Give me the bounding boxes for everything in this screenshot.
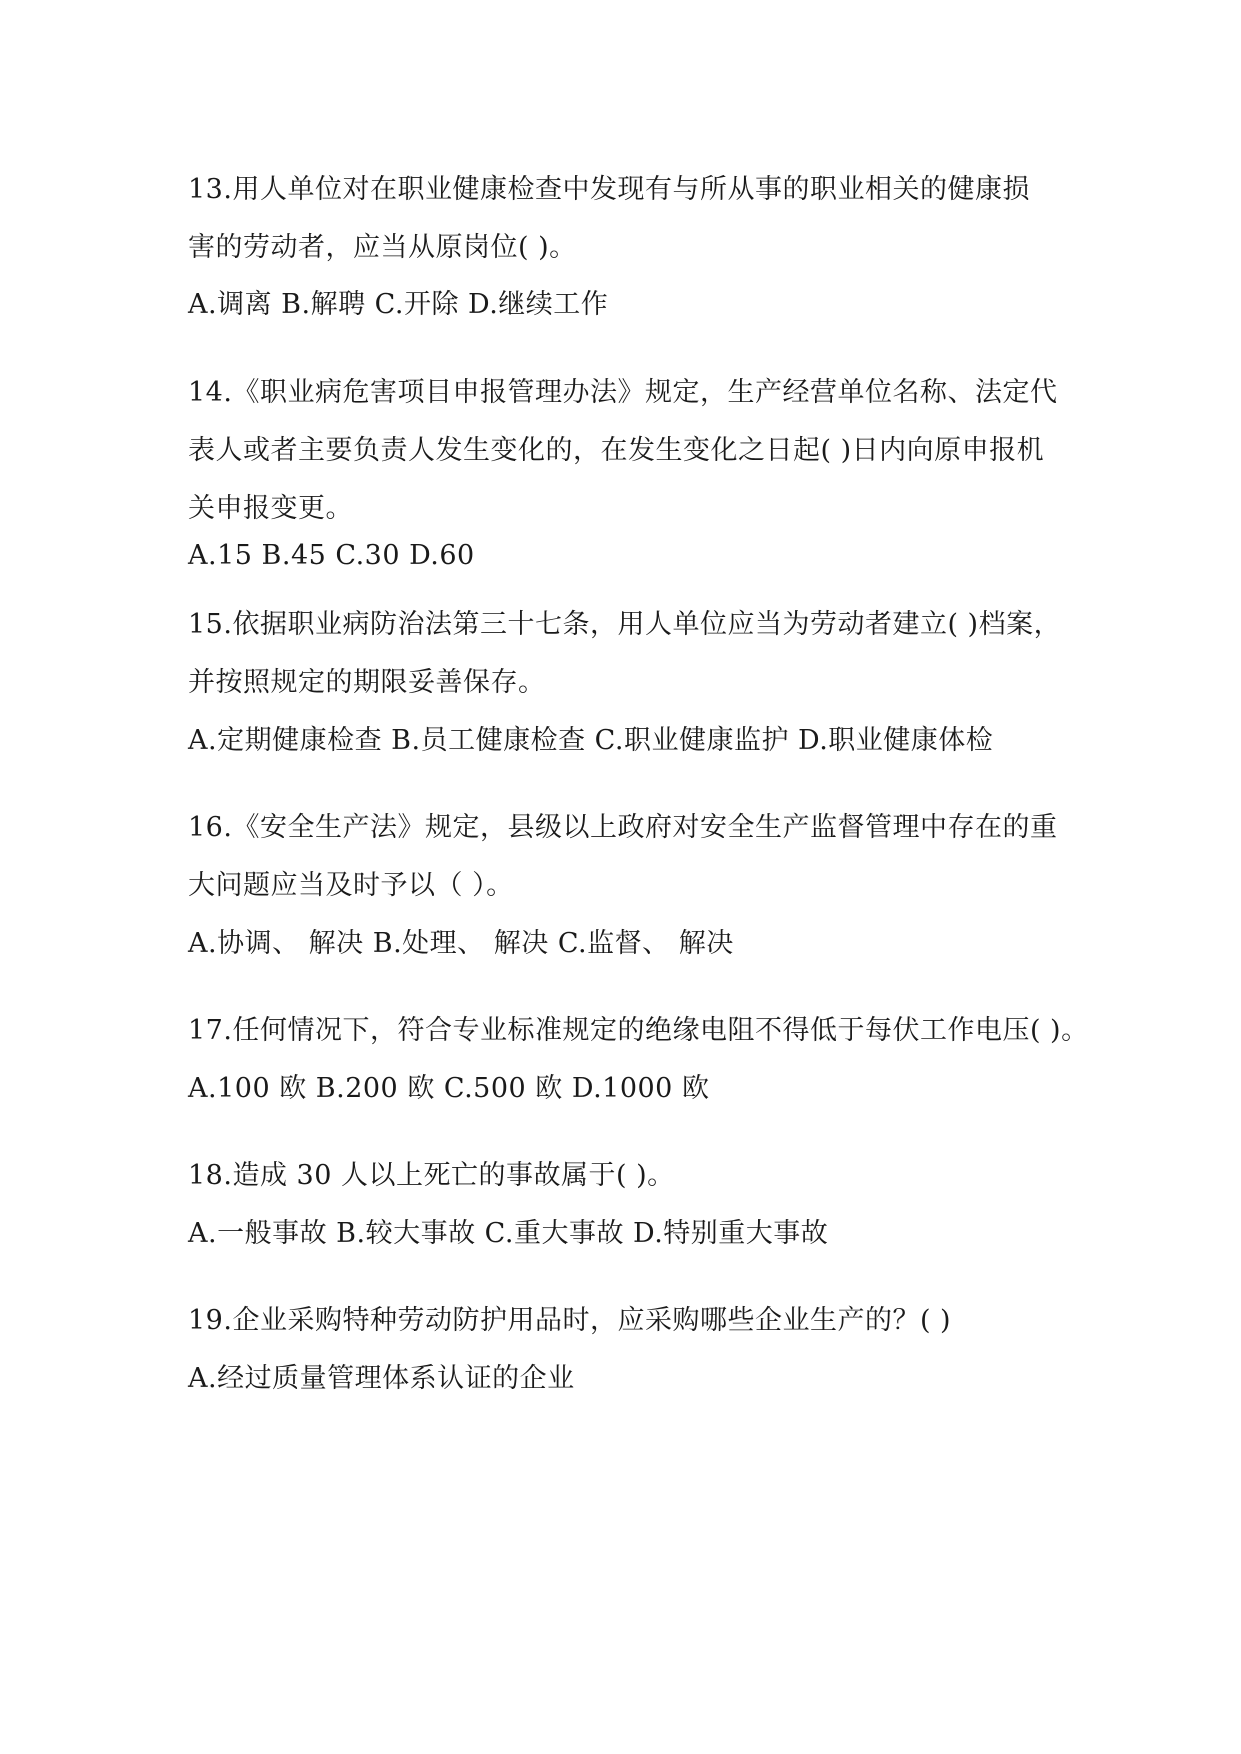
question-14-line-3: 关申报变更。 [188, 493, 353, 524]
question-13-line-2: 害的劳动者，应当从原岗位( )。 [188, 232, 577, 263]
question-16-line-1: 16.《安全生产法》规定，县级以上政府对安全生产监督管理中存在的重 [188, 812, 1058, 843]
question-17-options: A.100 欧 B.200 欧 C.500 欧 D.1000 欧 [188, 1073, 710, 1104]
question-15-line-1: 15.依据职业病防治法第三十七条，用人单位应当为劳动者建立( )档案， [188, 609, 1062, 640]
question-18-options: A.一般事故 B.较大事故 C.重大事故 D.特别重大事故 [188, 1218, 829, 1249]
question-19-options: A.经过质量管理体系认证的企业 [188, 1363, 575, 1394]
question-17-line-1: 17.任何情况下，符合专业标准规定的绝缘电阻不得低于每伏工作电压( )。 [188, 1015, 1089, 1046]
question-19-line-1: 19.企业采购特种劳动防护用品时，应采购哪些企业生产的？( ) [188, 1305, 952, 1336]
question-18-line-1: 18.造成 30 人以上死亡的事故属于( )。 [188, 1160, 675, 1191]
question-13-line-1: 13.用人单位对在职业健康检查中发现有与所从事的职业相关的健康损 [188, 174, 1030, 205]
question-13-options: A.调离 B.解聘 C.开除 D.继续工作 [188, 289, 609, 320]
question-15-options: A.定期健康检查 B.员工健康检查 C.职业健康监护 D.职业健康体检 [188, 725, 994, 756]
question-14-line-2: 表人或者主要负责人发生变化的，在发生变化之日起( )日内向原申报机 [188, 435, 1045, 466]
question-16-line-2: 大问题应当及时予以（ ）。 [188, 870, 514, 901]
question-14-options: A.15 B.45 C.30 D.60 [188, 540, 475, 571]
question-15-line-2: 并按照规定的期限妥善保存。 [188, 667, 546, 698]
question-14-line-1: 14.《职业病危害项目申报管理办法》规定，生产经营单位名称、法定代 [188, 377, 1058, 408]
question-16-options: A.协调、 解决 B.处理、 解决 C.监督、 解决 [188, 928, 734, 959]
